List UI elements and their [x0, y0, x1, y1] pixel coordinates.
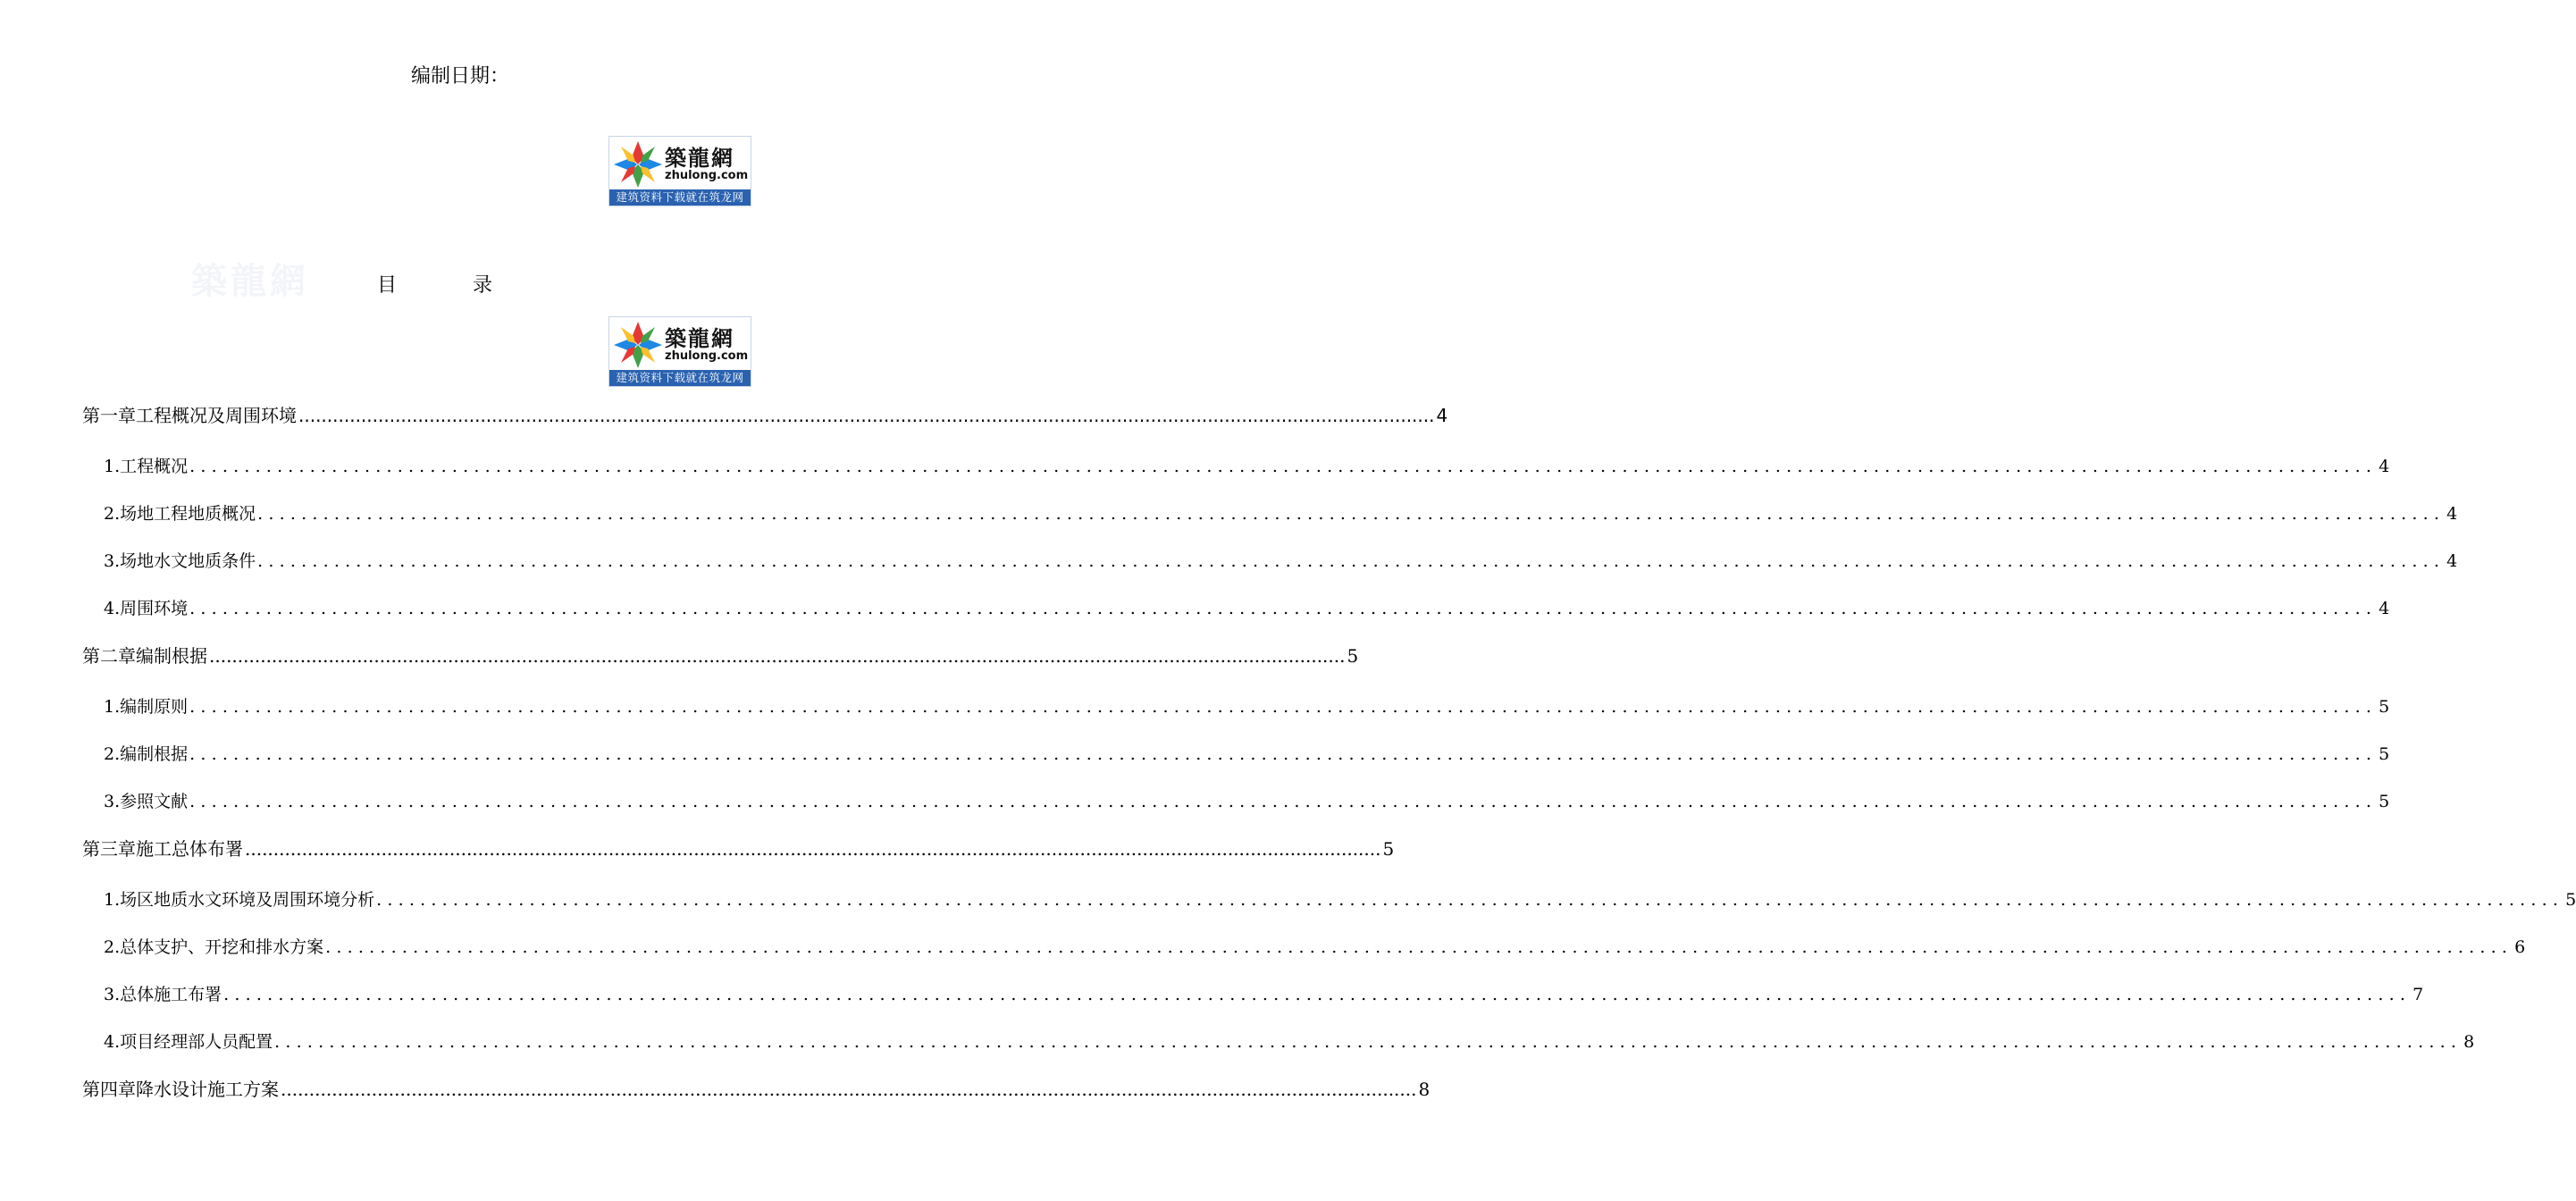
toc-section-row[interactable]	[104, 595, 2390, 619]
toc-entry-title: 工程概况	[120, 457, 189, 476]
watermark-text: 築龍網	[191, 260, 309, 302]
toc-entry-page: 5	[2379, 697, 2390, 717]
toc-entry-number: 第四章	[82, 1079, 136, 1100]
toc-leader-dots: ........................................................................................................................................................................................................	[245, 838, 1381, 860]
toc-leader-dots: ........................................................................................................................................................................................................	[223, 985, 2412, 1004]
logo-cn-name: 築龍網	[665, 325, 734, 351]
toc-chapter-row[interactable]	[82, 835, 1395, 861]
toc-entry-number: 4.	[104, 599, 121, 618]
logo-en-name: zhulong.com	[665, 349, 749, 363]
toc-entry-number: 第三章	[82, 838, 136, 860]
toc-leader-dots: ........................................................................................................................................................................................................	[189, 697, 2378, 717]
toc-entry-number: 2.	[104, 937, 121, 957]
toc-entry-page: 8	[1418, 1079, 1431, 1100]
toc-title-left: 目	[377, 274, 398, 297]
logo-cn-name: 築龍網	[665, 145, 734, 171]
toc-section-row[interactable]	[104, 500, 2458, 525]
toc-leader-dots: ........................................................................................................................................................................................................	[189, 744, 2378, 764]
toc-entry-page: 4	[1436, 405, 1448, 426]
toc-section-row[interactable]	[104, 453, 2390, 477]
toc-entry-title: 编制根据	[120, 744, 189, 764]
toc-leader-dots: ........................................................................................................................................................................................................	[274, 1032, 2463, 1052]
toc-entry-page: 7	[2412, 985, 2424, 1004]
zhulong-logo	[608, 136, 751, 206]
toc-entry-title: 场区地质水文环境及周围环境分析	[120, 890, 375, 910]
toc-entry-title: 项目经理部人员配置	[120, 1032, 273, 1052]
toc-entry-title: 编制原则	[120, 697, 189, 717]
toc-leader-dots: ........................................................................................................................................................................................................	[189, 792, 2378, 811]
toc-leader-dots: ........................................................................................................................................................................................................	[281, 1079, 1417, 1100]
toc-leader-dots: ........................................................................................................................................................................................................	[325, 937, 2513, 957]
toc-entry-page: 4	[2379, 599, 2390, 618]
toc-section-row[interactable]	[104, 788, 2390, 812]
zhulong-flower-icon	[612, 139, 664, 189]
logo-slogan: 建筑资料下载就在筑龙网	[609, 370, 751, 386]
toc-leader-dots: ........................................................................................................................................................................................................	[376, 890, 2564, 910]
toc-entry-title: 周围环境	[120, 599, 189, 618]
toc-title	[0, 270, 849, 297]
toc-entry-number: 4.	[104, 1032, 121, 1052]
toc-entry-page: 4	[2446, 504, 2458, 524]
toc-entry-page: 6	[2514, 937, 2526, 957]
toc-entry-number: 3.	[104, 985, 121, 1004]
toc-section-row[interactable]	[104, 693, 2390, 718]
toc-leader-dots: ........................................................................................................................................................................................................	[209, 645, 1346, 667]
toc-entry-page: 5	[2379, 744, 2390, 764]
toc-entry-page: 8	[2463, 1032, 2475, 1052]
toc-entry-title: 编制根据	[136, 645, 207, 667]
toc-section-row[interactable]	[104, 886, 2576, 911]
zhulong-flower-icon	[612, 320, 664, 370]
toc-entry-title: 场地水文地质条件	[120, 551, 256, 571]
toc-entry-number: 第二章	[82, 645, 136, 667]
toc-entry-page: 5	[1382, 838, 1395, 860]
toc-chapter-row[interactable]	[82, 1075, 1431, 1101]
toc-entry-title: 施工总体布署	[136, 838, 243, 860]
compile-date-label: 编制日期：	[410, 65, 509, 88]
toc-entry-title: 总体施工布署	[120, 985, 222, 1004]
toc-chapter-row[interactable]	[82, 642, 1359, 668]
toc-leader-dots: ........................................................................................................................................................................................................	[189, 599, 2378, 618]
toc-entry-title: 参照文献	[120, 792, 189, 811]
toc-section-row[interactable]	[104, 1029, 2475, 1053]
toc-section-row[interactable]	[104, 548, 2458, 572]
toc-entry-number: 1.	[104, 697, 121, 717]
toc-entry-title: 工程概况及周围环境	[136, 405, 297, 426]
zhulong-logo-second	[608, 316, 751, 387]
toc-leader-dots: ........................................................................................................................................................................................................	[257, 504, 2446, 524]
toc-entry-number: 1.	[104, 457, 121, 476]
toc-entry-title: 场地工程地质概况	[120, 504, 256, 524]
toc-entry-page: 4	[2446, 551, 2458, 571]
toc-entry-page: 4	[2379, 457, 2390, 476]
toc-entry-number: 3.	[104, 792, 121, 811]
logo-en-name: zhulong.com	[665, 169, 749, 182]
toc-entry-page: 5	[2565, 890, 2576, 910]
toc-entry-number: 1.	[104, 890, 121, 910]
toc-leader-dots: ........................................................................................................................................................................................................	[298, 405, 1435, 426]
toc-entry-number: 第一章	[82, 405, 136, 426]
toc-chapter-row[interactable]	[82, 401, 1448, 427]
toc-section-row[interactable]	[104, 741, 2390, 765]
logo-slogan: 建筑资料下载就在筑龙网	[609, 189, 751, 206]
toc-entry-title: 总体支护、开挖和排水方案	[120, 937, 324, 957]
toc-entry-number: 3.	[104, 551, 121, 571]
toc-entry-title: 降水设计施工方案	[136, 1079, 279, 1100]
toc-leader-dots: ........................................................................................................................................................................................................	[257, 551, 2446, 571]
toc-entry-page: 5	[1347, 645, 1359, 667]
toc-entry-number: 2.	[104, 504, 121, 524]
toc-section-row[interactable]	[104, 934, 2526, 958]
toc-entry-page: 5	[2379, 792, 2390, 811]
toc-section-row[interactable]	[104, 981, 2424, 1005]
toc-leader-dots: ........................................................................................................................................................................................................	[189, 457, 2378, 476]
toc-title-right: 录	[473, 274, 493, 297]
toc-entry-number: 2.	[104, 744, 121, 764]
